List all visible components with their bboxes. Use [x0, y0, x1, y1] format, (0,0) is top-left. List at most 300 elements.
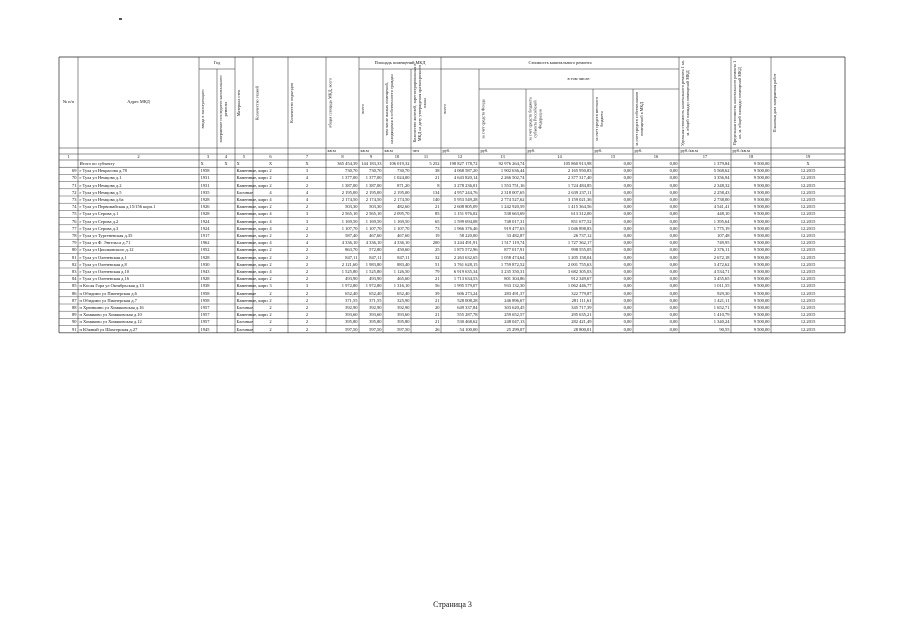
table-cell: 21 [435, 319, 440, 325]
table-cell: 2 [305, 233, 309, 238]
table-cell: Каменные, кирп [236, 297, 268, 303]
table-cell: 2 174,50 [393, 197, 410, 202]
table-cell: 1943 [200, 269, 210, 274]
table-cell: 259 652,57 [504, 312, 525, 318]
table-cell: 2 258,43 [713, 189, 730, 195]
table-cell: 0,00 [623, 276, 632, 282]
table-cell: 281 111,61 [571, 297, 592, 303]
table-cell: 12.2015 [800, 225, 816, 231]
table-cell: 0,00 [623, 168, 632, 174]
column-number: 9 [369, 154, 373, 159]
table-cell: 69 [72, 168, 77, 174]
table-cell: 82 [72, 261, 77, 267]
table-cell: 248 047,13 [504, 319, 525, 325]
table-cell: г Тула ул Первомайская д.15/156 корп.1 [79, 204, 156, 210]
table-cell: 5 252 [429, 161, 440, 166]
table-cell: 3 [305, 168, 309, 174]
table-cell: г Тула ул Немцова д.2 [79, 182, 122, 188]
table-cell [219, 232, 234, 239]
unit-label: руб. [527, 147, 536, 153]
table-cell: 1 395,64 [713, 218, 730, 224]
table-cell: Каменные, кирп [236, 175, 268, 181]
table-cell: 9 500,00 [753, 254, 770, 260]
table-cell [219, 189, 234, 196]
table-cell: X [305, 161, 309, 166]
table-cell: 2 [305, 225, 309, 231]
table-cell: 2 001 755,63 [567, 261, 592, 267]
table-cell: 1962 [200, 240, 210, 246]
table-cell: 0,00 [623, 218, 632, 224]
table-cell: 2 [269, 312, 272, 318]
table-cell: 1 169,50 [341, 218, 358, 224]
table-cell: 1957 [200, 319, 210, 325]
table-cell: 1 205 158,04 [567, 254, 592, 260]
table-cell: 1 107,70 [393, 225, 410, 231]
table-cell: 25 299,07 [506, 326, 525, 332]
table-cell: 9 500,00 [753, 247, 770, 253]
column-number: 19 [805, 154, 811, 159]
column-number: 17 [702, 154, 708, 159]
table-cell: 12.2015 [800, 204, 816, 210]
table-cell: 1 727 362,17 [567, 240, 592, 246]
header-floors: Количество этажей [254, 85, 259, 120]
table-cell: 26 737,12 [573, 233, 592, 238]
table-cell: 1938 [200, 283, 210, 289]
table-cell [219, 326, 234, 333]
table-cell: 6 919 635,34 [453, 269, 478, 274]
header-cost-owners: за счет средств собственников помещений в МКД [634, 91, 644, 146]
table-cell: 555 287,78 [457, 312, 478, 318]
table-cell: 2 [269, 305, 272, 310]
table-cell: 2 [305, 297, 309, 303]
table-cell: 1928 [200, 197, 210, 202]
header-wall-material: Материал стен [236, 89, 241, 116]
table-cell: 0,00 [669, 276, 678, 282]
table-cell: 3 [305, 283, 309, 289]
table-cell: 1 387,00 [341, 182, 358, 188]
table-cell: 2 165 950,83 [567, 168, 592, 174]
table-cell: 365 454,39 [337, 161, 358, 166]
table-cell: 3 761 628,15 [453, 261, 478, 267]
table-cell: Блочные [236, 189, 254, 195]
table-cell: 1 058 474,64 [500, 254, 525, 260]
unit-label: кв.м [327, 147, 336, 153]
table-cell: 2 195,00 [393, 189, 410, 195]
table-cell: 1958 [200, 168, 210, 174]
column-number: 16 [653, 154, 659, 159]
column-number: 10 [394, 154, 400, 159]
table-cell: 39 [435, 290, 440, 296]
table-cell: 597,50 [397, 326, 410, 332]
table-cell: Каменные, кирп [236, 211, 268, 217]
table-cell: 395,80 [397, 319, 410, 325]
table-cell: 572,80 [369, 247, 382, 253]
table-cell [219, 225, 234, 232]
column-number: 18 [748, 154, 754, 159]
table-cell: 4 336,10 [393, 240, 410, 246]
table-cell: 1 525,80 [341, 269, 358, 274]
table-cell: 0,00 [669, 312, 678, 318]
table-cell: 395,80 [345, 319, 358, 325]
table-cell: 2 672,18 [713, 254, 730, 260]
table-cell: 21 [435, 204, 440, 210]
table-cell: 28 800,01 [573, 326, 592, 332]
table-cell: п Хомяково ул Хомяковская д.12 [79, 319, 142, 325]
table-cell: 9 500,00 [753, 168, 770, 174]
table-cell: 9 500,00 [753, 175, 770, 181]
table-cell: X [236, 161, 240, 166]
table-cell: 851 677,52 [571, 218, 592, 224]
header-cost-fund: за счет средств Фонда [480, 98, 485, 139]
table-cell: X [806, 161, 810, 166]
table-cell: 107,48 [717, 233, 730, 238]
table-cell: 1931 [200, 175, 210, 181]
table-cell: 2 376,11 [713, 247, 730, 253]
table-cell: Каменные, кирп [236, 197, 268, 202]
table-cell: 3 [305, 211, 309, 217]
table-cell: 528 008,28 [457, 297, 478, 303]
table-cell: г Тула ул Ф. Энгельса д.71 [79, 240, 131, 246]
table-cell: п Хомяково ул Хомяковская д.10 [79, 312, 142, 318]
table-cell: 56 [435, 283, 440, 289]
table-cell: 12.2015 [800, 175, 816, 181]
table-cell: 80 [72, 247, 77, 253]
table-cell: 12.2015 [800, 283, 816, 289]
table-cell: 12.2015 [800, 312, 816, 318]
table-cell: 0,00 [669, 211, 678, 217]
table-cell: 1 972,80 [365, 283, 382, 289]
table-cell: 2 [305, 276, 309, 282]
column-number: 8 [341, 154, 344, 159]
table-cell: 1 759 872,52 [500, 261, 525, 267]
table-cell: 9 500,00 [753, 161, 770, 166]
table-cell: 9 500,00 [753, 233, 770, 238]
table-cell: 933 132,30 [504, 283, 525, 289]
table-cell: 282 421,49 [571, 319, 592, 325]
table-cell: 3 [269, 283, 272, 289]
table-cell: 32 [435, 254, 440, 260]
header-cost-regional: за счет средств бюджета субъекта Российской Федерации [527, 96, 542, 141]
table-cell: 2 [305, 290, 309, 296]
table-cell: 0,00 [669, 175, 678, 181]
table-cell: 9 500,00 [753, 261, 770, 267]
table-cell: 134 [432, 189, 440, 195]
table-cell [219, 210, 234, 217]
table-cell: 3 455,65 [713, 276, 730, 282]
header-area-owned: том числе жилых помещений, находящихся в собственности граждан [384, 73, 394, 144]
column-number: 7 [305, 154, 309, 159]
table-cell: 929,30 [717, 290, 730, 296]
table-cell: 1 995 579,07 [453, 283, 478, 289]
table-cell: 4 [269, 211, 272, 217]
table-cell: 1928 [200, 211, 210, 217]
table-cell: 21 [435, 312, 440, 318]
table-cell: 0,00 [669, 247, 678, 253]
table-cell: 847,11 [345, 254, 358, 260]
table-cell: 78 [72, 233, 77, 238]
table-cell: 0,00 [623, 182, 632, 188]
table-cell: г Тула ул Серова д.3 [79, 225, 119, 231]
table-cell: 12.2015 [800, 305, 816, 310]
table-cell: п Хрюнкино ул Хомяковская д.16 [79, 305, 144, 310]
table-cell: 0,00 [669, 197, 678, 202]
table-cell: 12.2015 [800, 189, 816, 195]
header-cost-local: за счет средств местного бюджета [594, 96, 604, 141]
table-cell: 295 635,21 [571, 312, 592, 318]
table-cell: 538 663,69 [504, 211, 525, 217]
table-cell: 4 068 587,20 [453, 168, 478, 174]
table-cell: 863,70 [345, 247, 358, 253]
table-cell: 140 [432, 197, 440, 202]
table-cell: 467,60 [369, 233, 382, 238]
table-cell: 0,00 [669, 189, 678, 195]
table-cell: 1 421,11 [713, 297, 730, 303]
table-cell: 4 [269, 197, 272, 202]
table-cell: 12.2015 [800, 261, 816, 267]
table-cell: Каменные, кирп [236, 240, 268, 246]
table-cell: 0,00 [623, 290, 632, 296]
table-cell [219, 282, 234, 289]
table-cell: Каменные, кирп [236, 218, 268, 224]
table-cell: 2 [305, 182, 309, 188]
unit-label: кв.м [384, 147, 393, 153]
table-cell: 1957 [200, 312, 210, 318]
table-cell [219, 239, 234, 246]
table-cell: 649 337,84 [457, 305, 478, 310]
unit-label: кв.м [360, 147, 369, 153]
table-cell: 85 [435, 211, 440, 217]
table-cell: 877 017,91 [504, 247, 525, 253]
table-cell: 3 244 491,91 [453, 240, 478, 246]
table-cell: 9 500,00 [753, 240, 770, 246]
table-cell: 1 902 636,44 [500, 168, 525, 174]
table-cell: 12.2015 [800, 240, 816, 246]
unit-label: руб. [594, 147, 603, 153]
table-cell: 493,90 [369, 276, 382, 282]
table-cell: 1 775,19 [713, 225, 730, 231]
table-cell: 371,55 [369, 297, 382, 303]
table-cell: 1 972,80 [341, 283, 358, 289]
table-cell: 65 [435, 218, 440, 224]
table-cell: 12.2015 [800, 247, 816, 253]
table-cell: 0,00 [669, 240, 678, 246]
header-planned-date: Плановая дата завершения работ [772, 73, 777, 132]
table-cell: 2 174,50 [341, 197, 358, 202]
table-cell: 83 [72, 269, 77, 274]
table-cell: п Южный ул Шахтерская д.27 [79, 326, 138, 332]
table-cell: 2 121,60 [341, 261, 358, 267]
header-entrances: Количество подъездов [289, 82, 294, 123]
table-cell: 1 713 634,53 [453, 276, 478, 282]
table-cell: 0,00 [669, 305, 678, 310]
table-cell: Каменные, кирп [236, 225, 268, 231]
table-cell: 393,60 [397, 312, 410, 318]
table-cell: 2 [269, 297, 272, 303]
table-cell: 303 620,45 [504, 305, 525, 310]
table-cell: 0,00 [623, 211, 632, 217]
header-limit-cost: Предельная стоимость капитального ремонта 1 кв. м. общей площади помещений МКД [732, 60, 742, 145]
table-cell: 1 415 364,56 [567, 204, 592, 210]
table-cell: 652,40 [397, 290, 410, 296]
table-cell: 75 [72, 211, 77, 217]
column-number: 5 [242, 154, 246, 159]
table-cell: 2 [269, 204, 272, 210]
table-cell: 2 [269, 276, 272, 282]
table-cell: Каменные, кирп [236, 182, 268, 188]
table-cell: 597,50 [369, 326, 382, 332]
table-cell: 587,40 [345, 233, 358, 238]
table-cell: 2 [269, 182, 272, 188]
table-cell: 395,80 [369, 319, 382, 325]
table-cell: 2 [305, 261, 309, 267]
table-cell: 2 266 502,74 [500, 175, 525, 181]
table-cell: 12.2015 [800, 319, 816, 325]
table-cell: 1 379,84 [713, 161, 730, 166]
header-cost-total: всего [442, 103, 447, 114]
table-cell: 0,00 [623, 297, 632, 303]
table-cell: 73 [435, 225, 440, 231]
table-cell: 9 500,00 [753, 312, 770, 318]
table-cell: 493,90 [345, 276, 358, 282]
table-cell: 0,00 [623, 225, 632, 231]
table-cell [219, 275, 234, 282]
header-cost-group: Стоимость капитального ремонта [528, 59, 592, 65]
table-cell: 12.2015 [800, 182, 816, 188]
table-cell: Каменные [236, 290, 257, 296]
table-cell: 87 [72, 297, 77, 303]
table-cell: 12.2015 [800, 233, 816, 238]
table-cell: 2 565,10 [365, 211, 382, 217]
table-cell: 0,00 [623, 175, 632, 181]
table-cell: 4 [305, 240, 309, 246]
table-cell: г Тула ул Серова д.2 [79, 218, 119, 224]
table-cell [219, 254, 234, 261]
table-cell: 1 242 920,59 [500, 204, 525, 210]
table-cell: 4 [305, 197, 309, 202]
table-cell: 1 525,80 [365, 269, 382, 274]
table-cell: 4 957 244,76 [453, 189, 478, 195]
table-cell: 1 011,55 [713, 283, 730, 289]
table-cell: 392,90 [345, 305, 358, 310]
table-cell: 503,30 [345, 204, 358, 210]
table-cell: 51 [435, 261, 440, 267]
table-cell: 0,00 [623, 189, 632, 195]
table-cell: 2 174,50 [365, 197, 382, 202]
table-cell: 748 017,31 [504, 218, 525, 224]
table-cell: Каменные, кирп [236, 168, 268, 174]
table-cell: 9 500,00 [753, 276, 770, 282]
table-cell: 73 [72, 197, 77, 202]
table-cell: 72 [72, 189, 77, 195]
table-cell: 0,00 [669, 161, 678, 166]
table-cell: 12.2015 [800, 218, 816, 224]
table-cell: 883,40 [397, 261, 410, 267]
table-cell: 9 500,00 [753, 319, 770, 325]
table-cell: 5 568,62 [713, 168, 730, 174]
table-cell: 1 387,00 [365, 182, 382, 188]
table-cell: 847,11 [397, 254, 410, 260]
table-cell: 0,00 [623, 269, 632, 274]
table-cell [219, 203, 234, 210]
table-cell: 2 [269, 319, 272, 325]
column-number: 13 [500, 154, 505, 159]
table-cell: г Тула ул Оленевская д.10 [79, 269, 130, 274]
table-cell: 3 682 305,03 [567, 269, 592, 274]
header-total-area: общая площадь МКД, всего [327, 77, 332, 128]
table-cell: 1 377,00 [365, 175, 382, 181]
unit-label: руб. [480, 147, 489, 153]
table-cell: 1924 [200, 225, 210, 231]
table-cell: 467,60 [397, 233, 410, 238]
table-cell: 92 976 264,74 [498, 161, 525, 166]
table-cell: 4 [269, 189, 272, 195]
table-cell: 2 [269, 175, 272, 181]
header-area-total: всего [360, 103, 365, 114]
table-cell: 1 169,50 [393, 218, 410, 224]
table-cell: 450,60 [397, 247, 410, 253]
table-cell: 4 643 820,14 [453, 175, 478, 181]
table-cell [219, 304, 234, 311]
table-cell: 0,00 [669, 218, 678, 224]
column-number: 6 [269, 154, 272, 159]
table-cell: 12.2015 [800, 297, 816, 303]
table-cell [219, 167, 234, 174]
table-cell: 90 [72, 319, 77, 325]
table-cell: 1 966 376,46 [453, 225, 478, 231]
table-cell: 1 046 898,83 [567, 225, 592, 231]
table-cell: 283 491,37 [504, 290, 525, 296]
table-cell: 81 [72, 254, 77, 260]
table-cell: 198 827 178,72 [449, 161, 478, 166]
table-cell: Каменные, кирп [236, 312, 268, 318]
table-cell [219, 318, 234, 325]
table-cell: 0,00 [623, 312, 632, 318]
table-cell: 1952 [200, 247, 210, 253]
table-cell: 2 [269, 290, 272, 296]
table-cell: 12.2015 [800, 269, 816, 274]
table-cell [219, 297, 234, 304]
table-cell: 4 336,10 [341, 240, 358, 246]
unit-label: руб. [634, 147, 643, 153]
table-cell: 9 500,00 [753, 197, 770, 202]
table-cell: 4 [269, 240, 272, 246]
unit-label: руб./кв.м [732, 147, 750, 153]
table-cell: 12.2015 [800, 254, 816, 260]
table-cell: 9 500,00 [753, 211, 770, 217]
table-cell: 912 349,67 [571, 276, 592, 282]
header-residents: Количество жителей, зарегистрированных в МКД на дату утверждения краткосрочного плана [412, 63, 427, 142]
table-cell: 0,00 [623, 283, 632, 289]
table-cell: 322 779,87 [571, 290, 592, 296]
table-cell: Итого по субъекту [79, 161, 115, 166]
unit-label: руб. [442, 147, 451, 153]
table-cell: 4 [305, 175, 309, 181]
table-cell [61, 160, 77, 167]
table-cell: 2 348,32 [713, 182, 730, 188]
table-cell: 2 [269, 326, 272, 332]
table-cell: X [200, 161, 204, 166]
table-cell: X [224, 161, 228, 166]
table-cell: 1935 [200, 189, 210, 195]
table-cell: 12.2015 [800, 197, 816, 202]
column-number: 15 [610, 154, 616, 159]
table-cell: 3 [305, 218, 309, 224]
table-cell: 0,00 [669, 326, 678, 332]
table-cell: 2 639 237,11 [568, 189, 592, 195]
table-cell: 1 875 572,96 [453, 247, 478, 253]
table-cell: 0,00 [623, 197, 632, 202]
table-cell: 1 983,80 [365, 261, 382, 267]
